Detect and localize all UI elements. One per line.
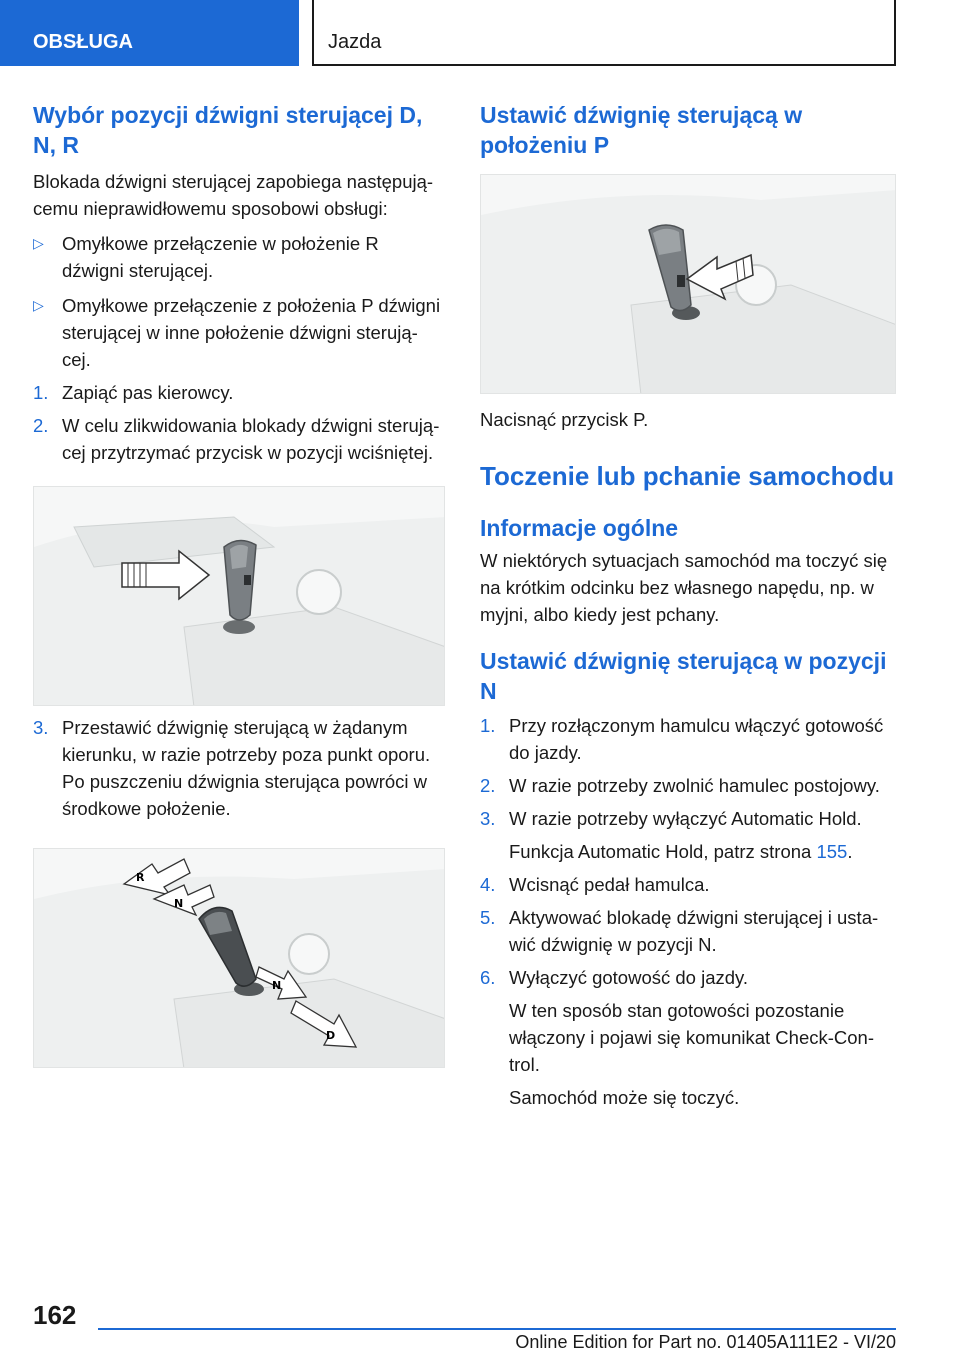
footer-rule xyxy=(98,1328,896,1330)
list-item xyxy=(33,379,445,406)
step-note: W ten sposób stan gotowości pozostanie włączony i pojawi się komunikat Check-Con-trol. xyxy=(509,1000,875,1075)
step-text: Aktywować blokadę dźwigni sterującej i usta-wić dźwignię w pozycji N. xyxy=(509,907,879,955)
note-text: Funkcja Automatic Hold, patrz strona xyxy=(509,841,817,862)
list-item xyxy=(480,964,896,1111)
list-item xyxy=(33,412,445,466)
heading-set-n: Ustawić dźwignię sterującą w pozycji N xyxy=(480,648,887,704)
step-text: Przy rozłączonym hamulcu włączyć gotowość do jazdy. xyxy=(509,715,884,763)
step-number: 3. xyxy=(33,717,49,738)
note-end: . xyxy=(847,841,853,862)
step-number: 2. xyxy=(33,415,49,436)
heading-rolling: Toczenie lub pchanie samochodu xyxy=(480,461,895,491)
step-text: Wyłączyć gotowość do jazdy. xyxy=(509,967,749,988)
right-column xyxy=(480,100,896,1111)
page-link[interactable]: 155 xyxy=(816,841,848,862)
steps-list-b xyxy=(33,714,445,822)
list-item xyxy=(480,805,896,865)
figure-shift-positions xyxy=(33,848,445,1068)
section-tab: OBSŁUGA xyxy=(0,0,299,66)
left-column xyxy=(33,100,445,1068)
list-item xyxy=(480,871,896,898)
step-number: 3. xyxy=(480,808,496,829)
bullet-text: Omyłkowe przełączenie w położenie R dźwigni sterującej. xyxy=(62,233,379,281)
step-number: 1. xyxy=(33,382,49,403)
list-item xyxy=(480,712,896,766)
label-r: R xyxy=(136,871,145,884)
step-number: 6. xyxy=(480,967,496,988)
triangle-bullet-icon: ▷ xyxy=(33,235,44,251)
intro-text: Blokada dźwigni sterującej zapobiega następują-cemu nieprawidłowemu sposobowi obsługi: xyxy=(33,171,434,219)
list-item xyxy=(33,230,445,284)
step-note xyxy=(509,838,896,865)
general-text: W niektórych sytuacjach samochód ma toczyć się na krótkim odcinku bez własnego napędu, np. w myjni, albo kiedy jest pchany. xyxy=(480,550,888,625)
step-number: 4. xyxy=(480,874,496,895)
step-text: W celu zlikwidowania blokady dźwigni sterują-cej przytrzymać przycisk w pozycji wciśniętej. xyxy=(62,415,440,463)
list-item xyxy=(480,904,896,958)
chapter-title: Jazda xyxy=(312,0,896,66)
label-n-top: N xyxy=(174,897,184,910)
triangle-bullet-icon: ▷ xyxy=(33,297,44,313)
bullet-list xyxy=(33,230,445,373)
list-item xyxy=(33,714,445,822)
step-text: W razie potrzeby zwolnić hamulec postojowy. xyxy=(509,775,880,796)
figure-unlock-button xyxy=(33,486,445,706)
label-n-bottom: N xyxy=(272,979,282,992)
step-text: Wcisnąć pedał hamulca. xyxy=(509,874,710,895)
heading-set-p: Ustawić dźwignię sterującą w położeniu P xyxy=(480,102,803,158)
steps-list-a xyxy=(33,379,445,466)
page-number: 162 xyxy=(33,1300,77,1330)
steps-list-n xyxy=(480,712,896,1111)
list-item xyxy=(33,292,445,373)
heading-select-position: Wybór pozycji dźwigni sterującej D, N, R xyxy=(33,102,423,158)
step-number: 1. xyxy=(480,715,496,736)
step-number: 5. xyxy=(480,907,496,928)
step-note-2: Samochód może się toczyć. xyxy=(509,1087,740,1108)
step-number: 2. xyxy=(480,775,496,796)
step-text: Przestawić dźwignię sterującą w żądanym kierunku, w razie potrzeby poza punkt oporu. Po puszczeniu dźwignia sterująca powróci w środkowe położenie. xyxy=(62,717,431,819)
footer-edition: Online Edition for Part no. 01405A111E2 - VI/20 xyxy=(515,1332,896,1352)
bullet-text: Omyłkowe przełączenie z położenia P dźwigni sterującej w inne położenie dźwigni sterują-cej. xyxy=(62,295,441,370)
list-item xyxy=(480,772,896,799)
subheading-general: Informacje ogólne xyxy=(480,515,679,541)
label-d: D xyxy=(326,1029,336,1042)
caption-p: Nacisnąć przycisk P. xyxy=(480,409,649,430)
step-text: W razie potrzeby wyłączyć Automatic Hold. xyxy=(509,808,862,829)
figure-p-button xyxy=(480,174,896,394)
step-text: Zapiąć pas kierowcy. xyxy=(62,382,234,403)
